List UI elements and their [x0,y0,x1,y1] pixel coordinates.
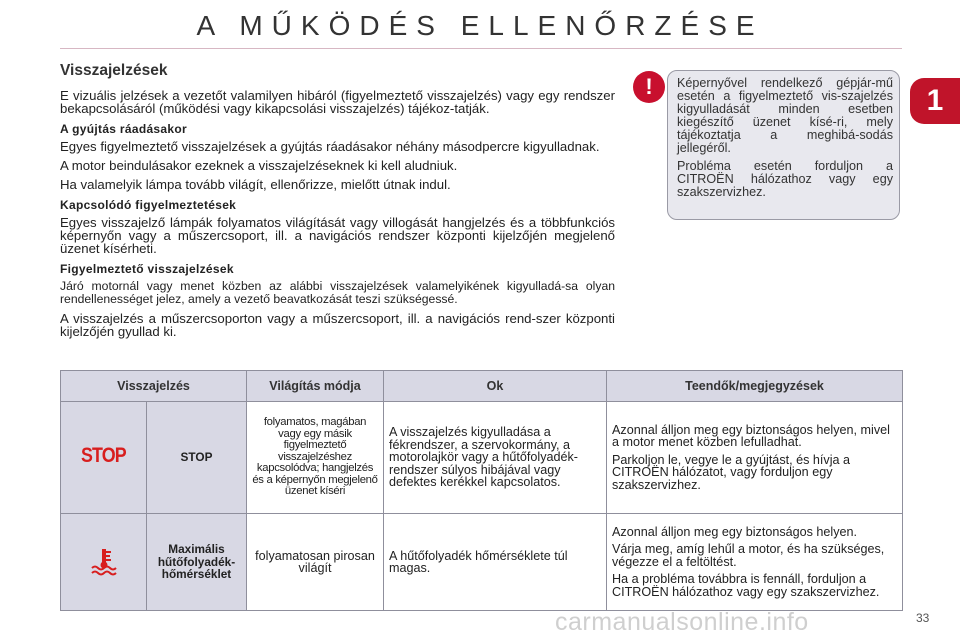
paragraph: Ha valamelyik lámpa tovább világít, ellenőrizze, mielőtt útnak indul. [60,177,451,192]
warning-table [60,370,903,611]
paragraph: Egyes figyelmeztető visszajelzések a gyújtás ráadásakor néhány másodpercre kigyulladnak. [60,139,600,154]
warning-name: STOP [147,402,247,514]
intro-paragraph: E vizuális jelzések a vezetőt valamilyen hibáról (figyelmeztető visszajelzés) vagy egy rendszer bekapcsolásáról (működési vagy kikapcsolási visszajelzés) tájékoz-tatják. [60,88,615,116]
main-text [60,64,615,344]
paragraph: Egyes visszajelző lámpák folyamatos világítását vagy villogását hangjelzés és a többfunkciós képernyőn vagy a műszercsoport, ill. a navigációs rendszer központi kijelzőjén megjelenő üzenet kísérheti. [60,215,615,256]
column-header: Világítás módja [247,371,384,402]
cause-cell: A visszajelzés kigyulladása a fékrendszer, a szervokormány, a motorolajkör vagy a hűtőfolyadék-rendszer súlyos hibájával vagy defektes kerékkel kapcsolatos. [384,402,607,514]
column-header: Visszajelzés [61,371,247,402]
info-paragraph: Probléma esetén forduljon a CITROËN hálózathoz vagy egy szakszervizhez. [677,159,893,199]
actions-cell [607,514,903,611]
info-paragraph: Képernyővel rendelkező gépjár-mű esetén a figyelmeztető vis-szajelzés kigyulladását minden esetben kiegészítő üzenet kísé-ri, mely tájékoztatja a meghibá-sodás jellegéről. [677,76,893,155]
column-header: Teendők/megjegyzések [607,371,903,402]
table-row [61,514,903,611]
column-header: Ok [384,371,607,402]
page-title: A MŰKÖDÉS ELLENŐRZÉSE [196,10,764,41]
subheading-warning-lamps: Figyelmeztető visszajelzések [60,262,234,276]
warning-name: Maximális hűtőfolyadék-hőmérséklet [147,514,247,611]
stop-icon: STOP [81,444,126,468]
lighting-mode: folyamatosan pirosan világít [247,514,384,611]
actions-cell [607,402,903,514]
action-text: Parkoljon le, vegye le a gyújtást, és hívja a CITROËN hálózatot, vagy forduljon egy szakszervizhez. [612,452,851,492]
lighting-mode: folyamatos, magában vagy egy másik figyelmeztető visszajelzéshez kapcsolódva; hangjelzés és a képernyőn megjelenő üzenet kíséri [247,402,384,514]
paragraph: A visszajelzés a műszercsoporton vagy a műszercsoport, ill. a navigációs rend-szer központi kijelzőjén gyullad ki. [60,311,615,339]
watermark: carmanualsonline.info [555,608,809,636]
subheading-ignition: A gyújtás ráadásakor [60,122,187,136]
stop-icon-cell [61,402,147,514]
page-number: 33 [916,611,930,625]
exclamation-icon: ! [633,71,665,103]
subheading-related-warnings: Kapcsolódó figyelmeztetések [60,198,237,212]
chapter-tab[interactable]: 1 [910,78,960,124]
info-box [667,70,900,220]
action-text: Ha a probléma továbbra is fennáll, forduljon a CITROËN hálózathoz vagy egy szakszervizhez. [612,572,880,599]
coolant-temperature-icon [89,546,119,576]
table-header-row [61,371,903,402]
action-text: Várja meg, amíg lehűl a motor, és ha szükséges, végezze el a feltöltést. [612,542,885,569]
title-divider [60,48,902,49]
action-text: Azonnal álljon meg egy biztonságos helyen. [612,524,858,539]
table-row [61,402,903,514]
coolant-icon-cell [61,514,147,611]
cause-cell: A hűtőfolyadék hőmérséklete túl magas. [384,514,607,611]
paragraph: A motor beindulásakor ezeknek a visszajelzéseknek ki kell aludniuk. [60,158,458,173]
section-heading: Visszajelzések [60,62,168,79]
action-text: Azonnal álljon meg egy biztonságos helyen, mivel a motor menet közben lefulladhat. [612,422,890,450]
paragraph: Járó motornál vagy menet közben az alábbi visszajelzések valamelyikének kigyulladá-sa olyan rendellenességet jelez, amely a vezető beavatkozását teszi szükségessé. [60,279,615,306]
